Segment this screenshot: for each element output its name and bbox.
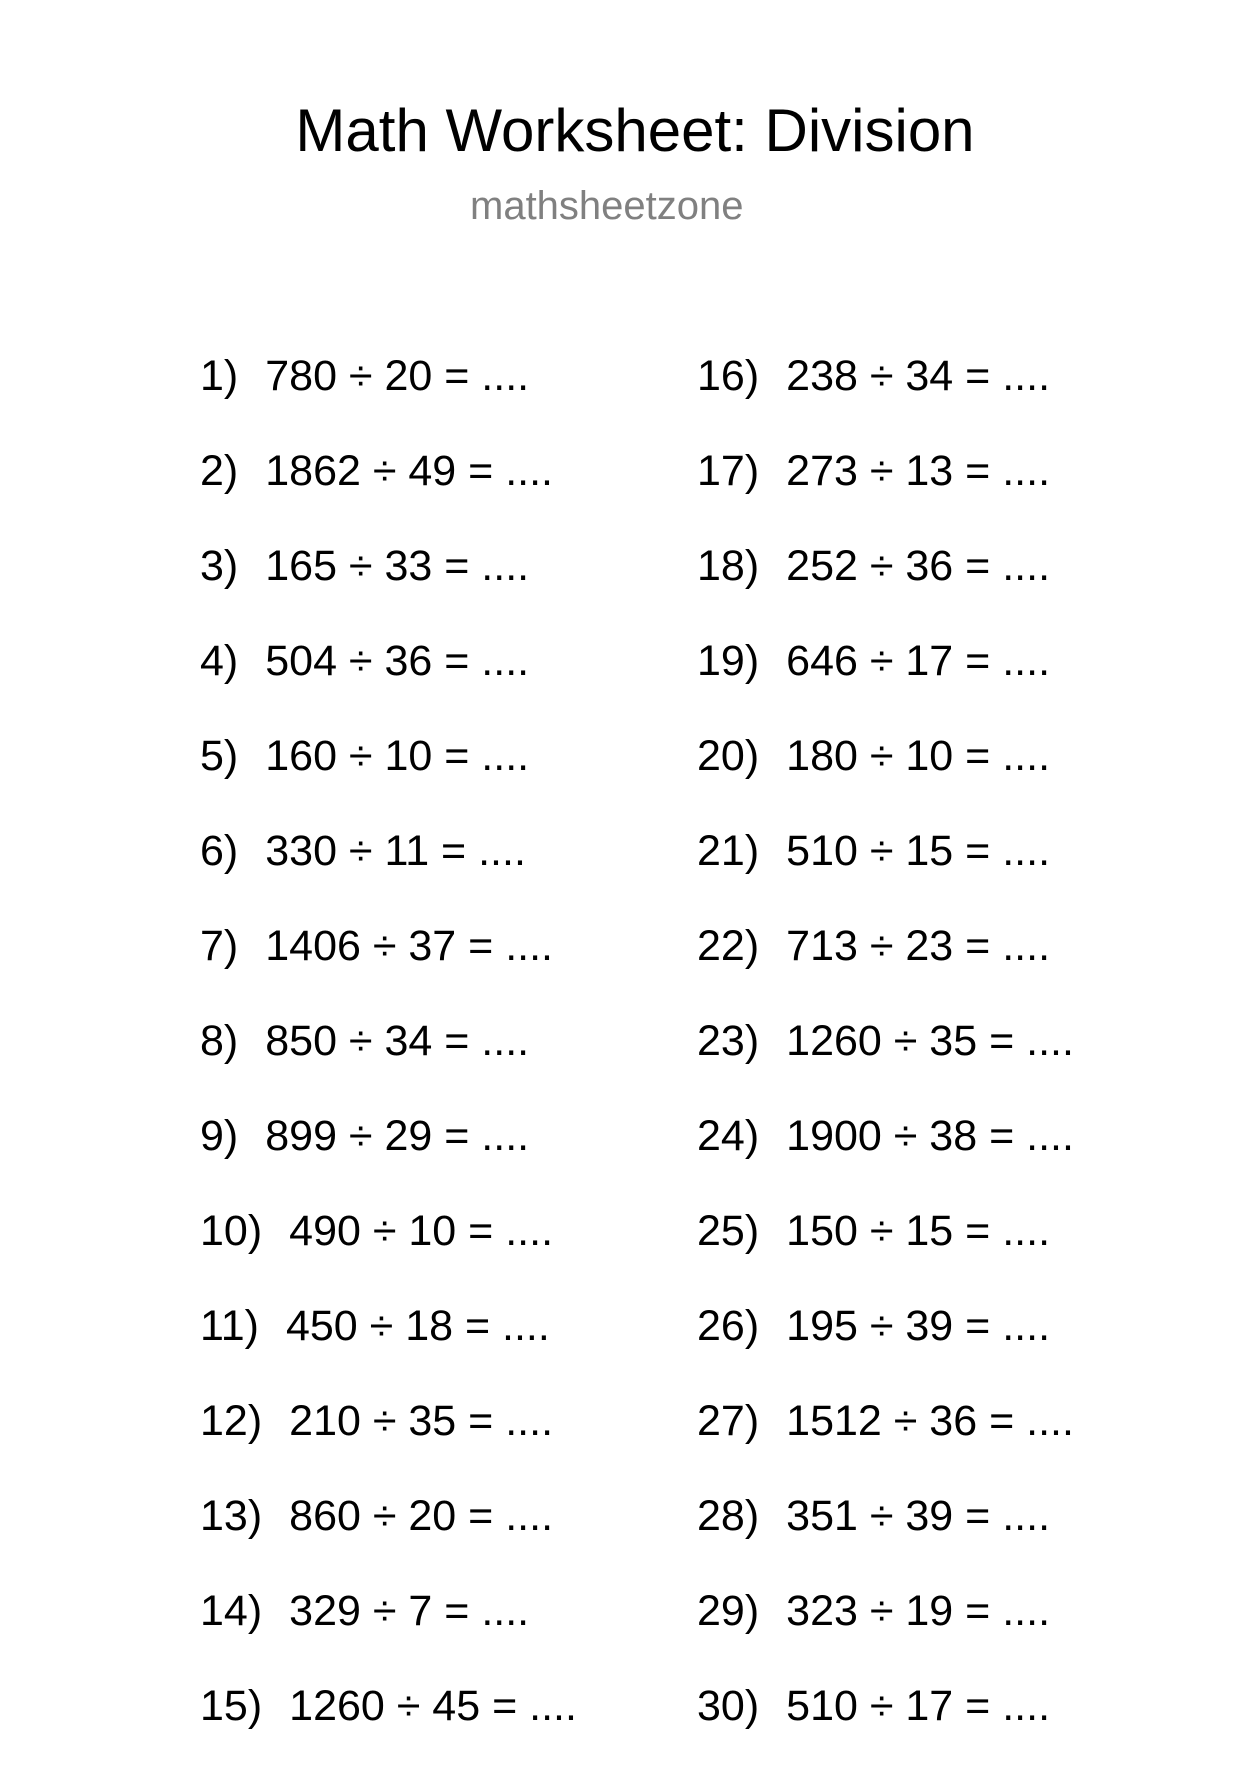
problem-item (200, 730, 577, 825)
problem-item (200, 920, 577, 1015)
problem-expression: 323 ÷ 19 = .... (786, 1587, 1051, 1635)
problem-expression: 504 ÷ 36 = .... (265, 637, 530, 685)
problem-item (200, 1015, 577, 1110)
problem-number: 11) (200, 1302, 259, 1350)
problem-expression: 1900 ÷ 38 = .... (786, 1112, 1074, 1160)
problem-expression: 210 ÷ 35 = .... (289, 1397, 554, 1445)
problem-number: 19) (697, 637, 760, 685)
problem-number: 24) (697, 1112, 760, 1160)
problem-item (697, 540, 1074, 635)
problem-expression: 238 ÷ 34 = .... (786, 352, 1051, 400)
problem-item (200, 1395, 577, 1490)
problem-expression: 1862 ÷ 49 = .... (265, 447, 554, 495)
problem-number: 23) (697, 1017, 760, 1065)
problem-column-right (697, 350, 1074, 1775)
problem-expression: 646 ÷ 17 = .... (786, 637, 1051, 685)
problem-expression: 510 ÷ 15 = .... (786, 827, 1051, 875)
problem-expression: 780 ÷ 20 = .... (265, 352, 530, 400)
problem-number: 2) (200, 447, 239, 495)
problem-item (200, 635, 577, 730)
problem-item (697, 1300, 1074, 1395)
problem-expression: 450 ÷ 18 = .... (285, 1302, 550, 1350)
problem-item (200, 1490, 577, 1585)
problem-item (697, 920, 1074, 1015)
problem-number: 18) (697, 542, 760, 590)
worksheet-title: Math Worksheet: Division (295, 97, 975, 164)
problem-item (200, 1110, 577, 1205)
problem-number: 21) (697, 827, 760, 875)
problem-item (697, 1110, 1074, 1205)
problem-number: 9) (200, 1112, 239, 1160)
problem-item (697, 635, 1074, 730)
problem-item (697, 1585, 1074, 1680)
problem-expression: 165 ÷ 33 = .... (265, 542, 530, 590)
problem-item (697, 1395, 1074, 1490)
problem-number: 26) (697, 1302, 760, 1350)
problem-expression: 1406 ÷ 37 = .... (265, 922, 554, 970)
problem-expression: 490 ÷ 10 = .... (289, 1207, 554, 1255)
problem-number: 8) (200, 1017, 239, 1065)
problem-number: 12) (200, 1397, 263, 1445)
problem-item (697, 1015, 1074, 1110)
problem-item (697, 730, 1074, 825)
problem-number: 28) (697, 1492, 760, 1540)
problem-expression: 1260 ÷ 35 = .... (786, 1017, 1074, 1065)
problem-item (697, 1680, 1074, 1775)
problem-number: 14) (200, 1587, 263, 1635)
problem-expression: 195 ÷ 39 = .... (786, 1302, 1051, 1350)
problem-number: 25) (697, 1207, 760, 1255)
problem-item (200, 445, 577, 540)
problem-expression: 850 ÷ 34 = .... (265, 1017, 530, 1065)
problem-item (200, 540, 577, 635)
problem-expression: 180 ÷ 10 = .... (786, 732, 1051, 780)
problem-expression: 252 ÷ 36 = .... (786, 542, 1051, 590)
problem-number: 1) (200, 352, 239, 400)
problem-item (697, 1490, 1074, 1585)
problem-number: 22) (697, 922, 760, 970)
problem-item (697, 825, 1074, 920)
problem-expression: 860 ÷ 20 = .... (289, 1492, 554, 1540)
problem-expression: 329 ÷ 7 = .... (289, 1587, 530, 1635)
problem-item (697, 350, 1074, 445)
problem-number: 30) (697, 1682, 760, 1730)
problem-item (200, 350, 577, 445)
problem-item (697, 1205, 1074, 1300)
problem-number: 16) (697, 352, 760, 400)
problem-item (200, 825, 577, 920)
problem-item (200, 1300, 577, 1395)
problem-expression: 713 ÷ 23 = .... (786, 922, 1051, 970)
problem-number: 3) (200, 542, 239, 590)
problem-number: 13) (200, 1492, 263, 1540)
problem-expression: 1512 ÷ 36 = .... (786, 1397, 1074, 1445)
problem-number: 29) (697, 1587, 760, 1635)
problem-number: 20) (697, 732, 760, 780)
worksheet-subtitle: mathsheetzone (470, 184, 744, 228)
problem-expression: 330 ÷ 11 = .... (265, 827, 526, 875)
problem-expression: 150 ÷ 15 = .... (786, 1207, 1051, 1255)
problem-item (200, 1680, 577, 1775)
problem-expression: 899 ÷ 29 = .... (265, 1112, 530, 1160)
problem-column-left (200, 350, 577, 1775)
problem-number: 5) (200, 732, 239, 780)
problem-expression: 510 ÷ 17 = .... (786, 1682, 1051, 1730)
problem-number: 10) (200, 1207, 263, 1255)
problem-number: 4) (200, 637, 239, 685)
problem-item (200, 1585, 577, 1680)
problem-expression: 351 ÷ 39 = .... (786, 1492, 1051, 1540)
problem-number: 15) (200, 1682, 263, 1730)
problem-number: 27) (697, 1397, 760, 1445)
problem-item (200, 1205, 577, 1300)
problem-expression: 273 ÷ 13 = .... (786, 447, 1051, 495)
problem-item (697, 445, 1074, 540)
problem-expression: 160 ÷ 10 = .... (265, 732, 530, 780)
problem-expression: 1260 ÷ 45 = .... (289, 1682, 577, 1730)
problem-number: 17) (697, 447, 760, 495)
problem-number: 6) (200, 827, 239, 875)
problem-number: 7) (200, 922, 239, 970)
